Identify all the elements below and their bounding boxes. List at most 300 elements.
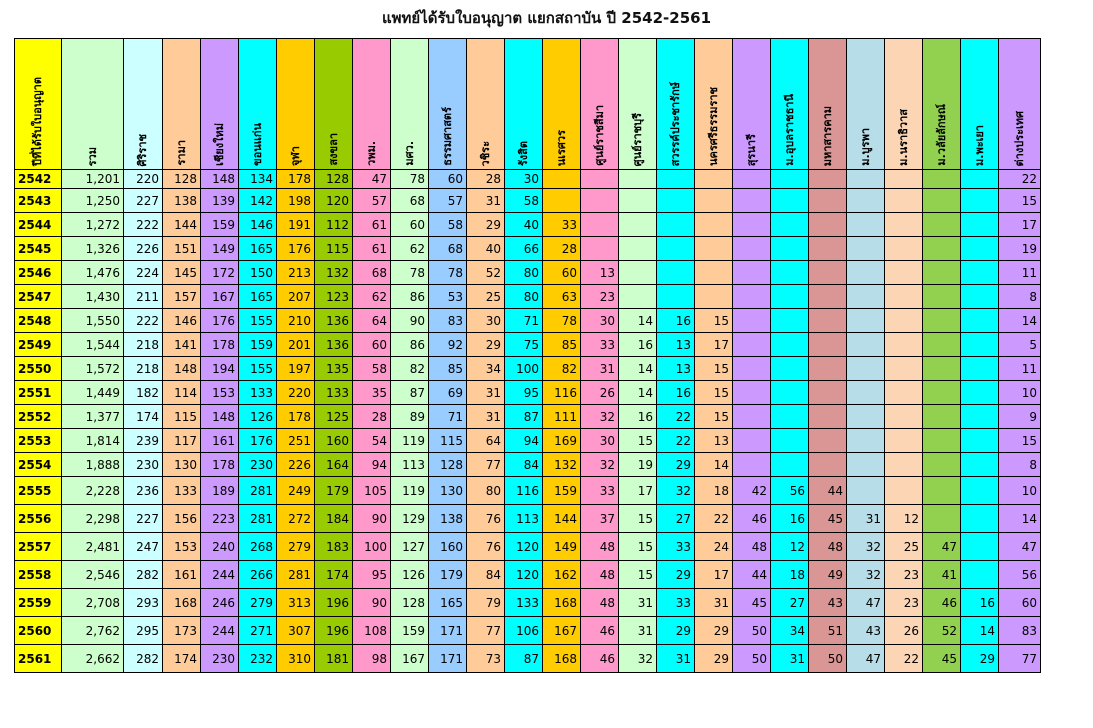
table-cell — [923, 285, 961, 309]
table-cell: 138 — [163, 189, 201, 213]
table-cell: 164 — [315, 453, 353, 477]
column-header-label: วพม. — [364, 141, 378, 166]
table-cell: 135 — [315, 357, 353, 381]
table-cell: 282 — [124, 561, 163, 589]
table-cell — [619, 237, 657, 261]
table-cell: 16 — [961, 589, 999, 617]
table-cell: 113 — [391, 453, 429, 477]
table-cell — [657, 285, 695, 309]
table-row — [15, 405, 1041, 429]
table-cell: 13 — [695, 429, 733, 453]
table-cell — [809, 189, 847, 213]
table-cell — [771, 213, 809, 237]
table-cell — [961, 189, 999, 213]
table-cell: 30 — [581, 429, 619, 453]
column-header-label: ศูนย์ราชบุรี — [630, 112, 644, 166]
column-header-label: ธรรมศาสตร์ — [440, 107, 454, 166]
table-cell: 1,888 — [62, 453, 124, 477]
table-cell — [847, 170, 885, 189]
table-cell: 1,814 — [62, 429, 124, 453]
table-cell: 90 — [353, 589, 391, 617]
table-cell — [619, 170, 657, 189]
table-cell: 168 — [543, 645, 581, 673]
year-cell: 2553 — [15, 429, 62, 453]
table-cell: 169 — [543, 429, 581, 453]
table-cell — [923, 357, 961, 381]
table-cell: 167 — [543, 617, 581, 645]
table-cell: 15 — [999, 189, 1041, 213]
table-cell: 161 — [201, 429, 239, 453]
table-cell — [771, 381, 809, 405]
year-cell: 2548 — [15, 309, 62, 333]
table-row — [15, 453, 1041, 477]
table-cell: 26 — [581, 381, 619, 405]
column-header-label: จุฬา — [288, 145, 302, 166]
table-cell: 50 — [733, 645, 771, 673]
column-header-label: สวรรค์ประชารักษ์ — [668, 81, 682, 166]
table-cell: 69 — [429, 381, 467, 405]
table-cell: 198 — [277, 189, 315, 213]
year-cell: 2545 — [15, 237, 62, 261]
table-cell: 50 — [809, 645, 847, 673]
table-cell: 87 — [505, 645, 543, 673]
table-cell: 149 — [201, 237, 239, 261]
table-cell: 159 — [543, 477, 581, 505]
table-cell — [923, 309, 961, 333]
table-cell: 14 — [619, 309, 657, 333]
table-cell: 87 — [505, 405, 543, 429]
table-cell: 83 — [429, 309, 467, 333]
table-cell: 9 — [999, 405, 1041, 429]
table-cell: 159 — [201, 213, 239, 237]
table-cell: 15 — [999, 429, 1041, 453]
table-cell: 116 — [505, 477, 543, 505]
table-cell: 130 — [163, 453, 201, 477]
table-cell: 54 — [353, 429, 391, 453]
column-header — [15, 39, 62, 170]
table-cell: 213 — [277, 261, 315, 285]
table-cell: 149 — [543, 533, 581, 561]
table-cell: 189 — [201, 477, 239, 505]
table-cell: 77 — [467, 453, 505, 477]
table-cell: 126 — [239, 405, 277, 429]
table-cell: 165 — [239, 285, 277, 309]
table-cell — [733, 357, 771, 381]
table-cell: 86 — [391, 285, 429, 309]
table-cell: 52 — [467, 261, 505, 285]
table-cell — [923, 261, 961, 285]
table-cell: 113 — [505, 505, 543, 533]
table-cell: 230 — [124, 453, 163, 477]
table-cell: 32 — [581, 405, 619, 429]
table-cell: 1,201 — [62, 170, 124, 189]
table-cell: 12 — [885, 505, 923, 533]
table-row — [15, 357, 1041, 381]
table-cell: 32 — [619, 645, 657, 673]
table-cell: 141 — [163, 333, 201, 357]
table-cell: 15 — [695, 309, 733, 333]
column-header-label: ปีที่ได้รับใบอนุญาต — [31, 77, 44, 166]
table-cell: 46 — [733, 505, 771, 533]
table-cell: 48 — [581, 589, 619, 617]
table-cell: 126 — [391, 561, 429, 589]
table-cell: 128 — [315, 170, 353, 189]
table-cell: 47 — [923, 533, 961, 561]
table-row — [15, 617, 1041, 645]
table-cell: 14 — [999, 309, 1041, 333]
table-cell: 13 — [581, 261, 619, 285]
table-cell: 145 — [163, 261, 201, 285]
table-cell: 178 — [277, 405, 315, 429]
table-cell: 165 — [429, 589, 467, 617]
table-cell — [847, 405, 885, 429]
table-cell: 174 — [315, 561, 353, 589]
table-cell — [885, 213, 923, 237]
table-cell: 33 — [581, 477, 619, 505]
table-cell — [771, 357, 809, 381]
table-cell — [961, 429, 999, 453]
table-cell: 82 — [391, 357, 429, 381]
year-cell: 2552 — [15, 405, 62, 429]
table-cell: 79 — [467, 589, 505, 617]
table-cell: 25 — [467, 285, 505, 309]
table-cell: 167 — [201, 285, 239, 309]
table-cell: 116 — [543, 381, 581, 405]
table-cell: 293 — [124, 589, 163, 617]
year-cell: 2555 — [15, 477, 62, 505]
table-cell: 24 — [695, 533, 733, 561]
table-cell: 85 — [543, 333, 581, 357]
table-cell — [619, 189, 657, 213]
table-cell: 45 — [733, 589, 771, 617]
table-cell: 92 — [429, 333, 467, 357]
table-cell: 25 — [885, 533, 923, 561]
table-cell: 29 — [657, 453, 695, 477]
table-cell: 22 — [885, 645, 923, 673]
table-cell: 146 — [163, 309, 201, 333]
table-cell — [771, 261, 809, 285]
table-cell: 31 — [695, 589, 733, 617]
table-cell: 47 — [847, 645, 885, 673]
table-cell: 182 — [124, 381, 163, 405]
table-cell: 106 — [505, 617, 543, 645]
column-header — [429, 39, 467, 170]
table-cell: 48 — [733, 533, 771, 561]
table-cell: 29 — [467, 333, 505, 357]
table-cell: 100 — [505, 357, 543, 381]
table-cell — [923, 333, 961, 357]
table-cell — [581, 170, 619, 189]
table-cell: 31 — [771, 645, 809, 673]
table-cell: 17 — [695, 333, 733, 357]
table-cell: 27 — [771, 589, 809, 617]
table-cell: 191 — [277, 213, 315, 237]
table-cell: 60 — [391, 213, 429, 237]
table-cell: 11 — [999, 357, 1041, 381]
table-cell: 28 — [543, 237, 581, 261]
table-cell: 16 — [657, 309, 695, 333]
table-cell: 31 — [657, 645, 695, 673]
table-row — [15, 333, 1041, 357]
table-cell: 2,298 — [62, 505, 124, 533]
table-cell — [847, 453, 885, 477]
table-cell: 210 — [277, 309, 315, 333]
table-cell — [695, 261, 733, 285]
table-row — [15, 237, 1041, 261]
table-cell: 13 — [657, 357, 695, 381]
table-cell: 73 — [467, 645, 505, 673]
table-cell: 117 — [163, 429, 201, 453]
table-cell: 49 — [809, 561, 847, 589]
table-cell: 218 — [124, 357, 163, 381]
table-cell — [695, 213, 733, 237]
table-cell: 178 — [277, 170, 315, 189]
table-cell: 249 — [277, 477, 315, 505]
table-cell: 28 — [467, 170, 505, 189]
table-cell: 57 — [429, 189, 467, 213]
table-cell: 76 — [467, 505, 505, 533]
table-cell — [847, 429, 885, 453]
table-cell — [923, 170, 961, 189]
table-cell — [695, 237, 733, 261]
table-cell: 95 — [505, 381, 543, 405]
table-cell: 1,572 — [62, 357, 124, 381]
table-cell: 57 — [353, 189, 391, 213]
table-cell: 10 — [999, 477, 1041, 505]
table-cell: 1,476 — [62, 261, 124, 285]
table-cell — [885, 189, 923, 213]
table-cell: 2,662 — [62, 645, 124, 673]
table-cell: 60 — [353, 333, 391, 357]
table-cell: 2,481 — [62, 533, 124, 561]
table-cell: 13 — [657, 333, 695, 357]
table-cell: 62 — [391, 237, 429, 261]
table-cell: 78 — [391, 261, 429, 285]
table-cell: 179 — [429, 561, 467, 589]
table-cell: 87 — [391, 381, 429, 405]
table-cell: 64 — [353, 309, 391, 333]
table-cell: 47 — [353, 170, 391, 189]
column-header — [543, 39, 581, 170]
table-cell — [771, 285, 809, 309]
table-cell: 64 — [467, 429, 505, 453]
table-row — [15, 309, 1041, 333]
table-cell — [961, 533, 999, 561]
table-cell — [809, 381, 847, 405]
table-cell — [923, 477, 961, 505]
column-header — [695, 39, 733, 170]
table-cell: 218 — [124, 333, 163, 357]
table-cell — [885, 381, 923, 405]
column-header — [391, 39, 429, 170]
table-cell: 15 — [695, 381, 733, 405]
table-cell: 12 — [771, 533, 809, 561]
table-cell: 29 — [657, 617, 695, 645]
table-cell: 272 — [277, 505, 315, 533]
year-cell: 2560 — [15, 617, 62, 645]
table-cell — [961, 333, 999, 357]
table-cell: 222 — [124, 309, 163, 333]
table-cell: 120 — [505, 561, 543, 589]
table-cell: 196 — [315, 589, 353, 617]
table-cell: 105 — [353, 477, 391, 505]
column-header — [657, 39, 695, 170]
table-cell: 33 — [581, 333, 619, 357]
table-cell — [657, 213, 695, 237]
table-cell — [809, 453, 847, 477]
table-cell: 313 — [277, 589, 315, 617]
table-cell: 56 — [999, 561, 1041, 589]
table-cell: 282 — [124, 645, 163, 673]
table-cell: 16 — [619, 333, 657, 357]
table-cell — [809, 285, 847, 309]
year-cell: 2544 — [15, 213, 62, 237]
table-cell: 1,544 — [62, 333, 124, 357]
column-header-label: มศว. — [402, 141, 416, 166]
column-header-label: มหาสารคาม — [820, 105, 834, 166]
table-cell: 46 — [581, 617, 619, 645]
table-cell: 151 — [163, 237, 201, 261]
table-cell — [809, 261, 847, 285]
table-cell — [771, 453, 809, 477]
table-row — [15, 589, 1041, 617]
table-cell: 77 — [999, 645, 1041, 673]
table-cell: 48 — [581, 533, 619, 561]
table-cell: 53 — [429, 285, 467, 309]
table-cell: 246 — [201, 589, 239, 617]
table-cell: 41 — [923, 561, 961, 589]
table-cell: 23 — [581, 285, 619, 309]
year-cell: 2550 — [15, 357, 62, 381]
column-header — [467, 39, 505, 170]
table-cell: 197 — [277, 357, 315, 381]
table-cell: 168 — [163, 589, 201, 617]
year-cell: 2561 — [15, 645, 62, 673]
table-cell: 184 — [315, 505, 353, 533]
table-cell: 232 — [239, 645, 277, 673]
table-cell: 16 — [771, 505, 809, 533]
table-cell: 10 — [999, 381, 1041, 405]
table-cell: 176 — [239, 429, 277, 453]
table-cell: 31 — [581, 357, 619, 381]
table-cell: 19 — [999, 237, 1041, 261]
table-cell: 80 — [505, 261, 543, 285]
table-cell: 194 — [201, 357, 239, 381]
table-cell: 268 — [239, 533, 277, 561]
table-cell — [733, 453, 771, 477]
table-row — [15, 533, 1041, 561]
table-cell: 15 — [695, 405, 733, 429]
table-cell — [581, 237, 619, 261]
table-cell: 148 — [163, 357, 201, 381]
table-cell: 115 — [315, 237, 353, 261]
table-cell — [923, 505, 961, 533]
table-cell — [961, 561, 999, 589]
table-cell — [885, 237, 923, 261]
table-cell: 48 — [581, 561, 619, 589]
column-header — [923, 39, 961, 170]
table-cell: 144 — [163, 213, 201, 237]
table-cell: 17 — [999, 213, 1041, 237]
table-cell: 178 — [201, 453, 239, 477]
table-cell: 14 — [619, 381, 657, 405]
table-cell — [733, 213, 771, 237]
table-cell: 22 — [695, 505, 733, 533]
table-cell: 138 — [429, 505, 467, 533]
table-cell: 60 — [543, 261, 581, 285]
table-cell — [885, 429, 923, 453]
column-header — [277, 39, 315, 170]
table-cell: 84 — [505, 453, 543, 477]
table-cell: 14 — [961, 617, 999, 645]
table-cell: 14 — [695, 453, 733, 477]
table-cell: 15 — [619, 505, 657, 533]
table-cell: 40 — [467, 237, 505, 261]
table-cell — [885, 261, 923, 285]
table-row — [15, 261, 1041, 285]
table-cell: 31 — [847, 505, 885, 533]
table-cell — [771, 189, 809, 213]
column-header-label: สุรนารี — [744, 133, 758, 166]
table-cell: 2,762 — [62, 617, 124, 645]
column-header — [619, 39, 657, 170]
table-cell: 85 — [429, 357, 467, 381]
table-cell: 128 — [163, 170, 201, 189]
table-cell: 142 — [239, 189, 277, 213]
table-cell — [923, 453, 961, 477]
table-cell: 31 — [619, 589, 657, 617]
table-cell: 146 — [239, 213, 277, 237]
table-cell: 1,250 — [62, 189, 124, 213]
table-cell: 84 — [467, 561, 505, 589]
table-cell — [695, 189, 733, 213]
table-cell — [733, 405, 771, 429]
table-cell — [961, 505, 999, 533]
table-cell: 226 — [124, 237, 163, 261]
table-cell — [733, 381, 771, 405]
table-cell — [961, 453, 999, 477]
table-cell — [885, 453, 923, 477]
table-cell: 129 — [391, 505, 429, 533]
table-cell: 108 — [353, 617, 391, 645]
table-cell: 14 — [999, 505, 1041, 533]
column-header-label: รังสิต — [516, 140, 530, 166]
table-cell — [733, 170, 771, 189]
table-cell: 1,377 — [62, 405, 124, 429]
table-cell: 62 — [353, 285, 391, 309]
table-cell — [809, 237, 847, 261]
table-cell: 156 — [163, 505, 201, 533]
table-cell: 1,550 — [62, 309, 124, 333]
table-cell: 75 — [505, 333, 543, 357]
table-cell: 78 — [543, 309, 581, 333]
table-cell: 160 — [315, 429, 353, 453]
table-cell: 29 — [467, 213, 505, 237]
year-cell: 2559 — [15, 589, 62, 617]
table-cell: 23 — [885, 561, 923, 589]
license-table — [14, 38, 1041, 673]
column-header-label: รามา — [174, 140, 188, 166]
table-cell: 82 — [543, 357, 581, 381]
table-cell: 23 — [885, 589, 923, 617]
table-cell: 86 — [391, 333, 429, 357]
column-header-label: ม.นราธิวาส — [896, 109, 910, 166]
table-cell — [923, 429, 961, 453]
table-cell: 15 — [619, 561, 657, 589]
table-cell: 155 — [239, 357, 277, 381]
column-header-label: ม.อุบลราชธานี — [782, 94, 796, 166]
table-cell: 162 — [543, 561, 581, 589]
